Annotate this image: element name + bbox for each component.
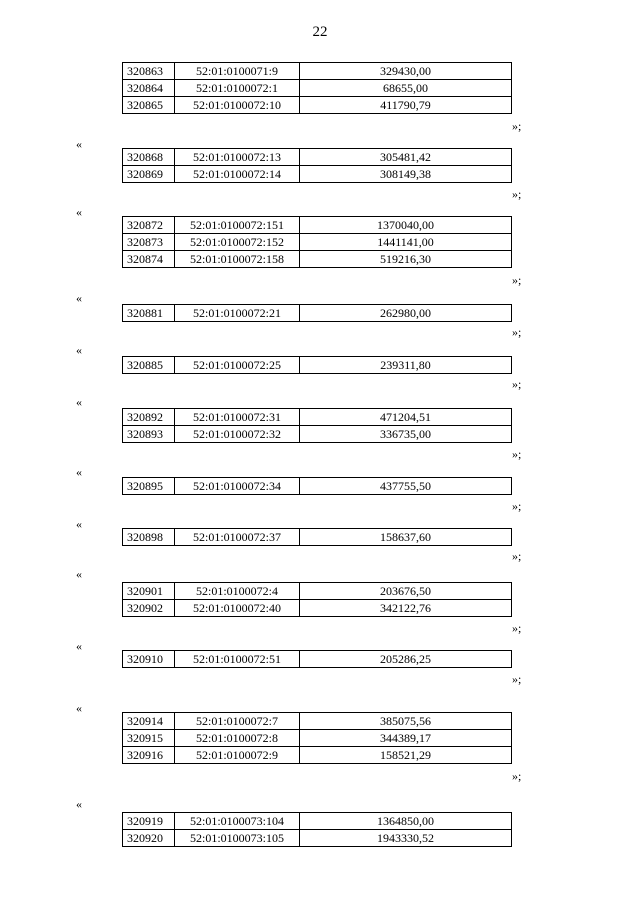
cadastral-number-cell: 52:01:0100072:9 bbox=[175, 747, 300, 764]
table-row bbox=[123, 97, 512, 114]
table-row bbox=[123, 149, 512, 166]
cadastral-number-cell: 52:01:0100073:104 bbox=[175, 813, 300, 830]
table-row bbox=[123, 651, 512, 668]
close-quote: »; bbox=[512, 672, 522, 686]
cadastral-number-cell: 52:01:0100072:7 bbox=[175, 713, 300, 730]
value-cell: 262980,00 bbox=[300, 305, 512, 322]
value-cell: 1364850,00 bbox=[300, 813, 512, 830]
row-number-cell: 320902 bbox=[123, 600, 175, 617]
row-number-cell: 320892 bbox=[123, 409, 175, 426]
cadastral-number-cell: 52:01:0100072:13 bbox=[175, 149, 300, 166]
open-quote: « bbox=[76, 701, 82, 715]
row-number-cell: 320910 bbox=[123, 651, 175, 668]
value-cell: 305481,42 bbox=[300, 149, 512, 166]
table-row bbox=[123, 305, 512, 322]
close-quote: »; bbox=[512, 769, 522, 783]
table-row bbox=[123, 63, 512, 80]
row-number-cell: 320881 bbox=[123, 305, 175, 322]
table-row bbox=[123, 713, 512, 730]
row-number-cell: 320893 bbox=[123, 426, 175, 443]
value-cell: 205286,25 bbox=[300, 651, 512, 668]
value-cell: 344389,17 bbox=[300, 730, 512, 747]
value-cell: 158637,60 bbox=[300, 529, 512, 546]
cadastral-number-cell: 52:01:0100072:34 bbox=[175, 478, 300, 495]
value-cell: 519216,30 bbox=[300, 251, 512, 268]
close-quote: »; bbox=[512, 377, 522, 391]
table-row bbox=[123, 529, 512, 546]
row-number-cell: 320916 bbox=[123, 747, 175, 764]
close-quote: »; bbox=[512, 549, 522, 563]
row-number-cell: 320863 bbox=[123, 63, 175, 80]
table-row bbox=[123, 217, 512, 234]
cadastral-number-cell: 52:01:0100072:1 bbox=[175, 80, 300, 97]
value-cell: 1943330,52 bbox=[300, 830, 512, 847]
cadastral-number-cell: 52:01:0100072:14 bbox=[175, 166, 300, 183]
close-quote: »; bbox=[512, 621, 522, 635]
parcel-table bbox=[122, 62, 512, 114]
close-quote: »; bbox=[512, 325, 522, 339]
cadastral-number-cell: 52:01:0100072:37 bbox=[175, 529, 300, 546]
table-row bbox=[123, 583, 512, 600]
open-quote: « bbox=[76, 465, 82, 479]
table-row bbox=[123, 747, 512, 764]
value-cell: 411790,79 bbox=[300, 97, 512, 114]
row-number-cell: 320898 bbox=[123, 529, 175, 546]
table-row bbox=[123, 80, 512, 97]
table-row bbox=[123, 234, 512, 251]
cadastral-number-cell: 52:01:0100072:21 bbox=[175, 305, 300, 322]
row-number-cell: 320915 bbox=[123, 730, 175, 747]
cadastral-number-cell: 52:01:0100072:151 bbox=[175, 217, 300, 234]
value-cell: 1370040,00 bbox=[300, 217, 512, 234]
close-quote: »; bbox=[512, 119, 522, 133]
table-row bbox=[123, 730, 512, 747]
open-quote: « bbox=[76, 343, 82, 357]
cadastral-number-cell: 52:01:0100072:51 bbox=[175, 651, 300, 668]
close-quote: »; bbox=[512, 187, 522, 201]
table-row bbox=[123, 166, 512, 183]
row-number-cell: 320869 bbox=[123, 166, 175, 183]
row-number-cell: 320872 bbox=[123, 217, 175, 234]
row-number-cell: 320865 bbox=[123, 97, 175, 114]
row-number-cell: 320895 bbox=[123, 478, 175, 495]
row-number-cell: 320885 bbox=[123, 357, 175, 374]
cadastral-number-cell: 52:01:0100072:152 bbox=[175, 234, 300, 251]
open-quote: « bbox=[76, 291, 82, 305]
value-cell: 437755,50 bbox=[300, 478, 512, 495]
value-cell: 203676,50 bbox=[300, 583, 512, 600]
close-quote: »; bbox=[512, 447, 522, 461]
open-quote: « bbox=[76, 639, 82, 653]
table-row bbox=[123, 409, 512, 426]
value-cell: 308149,38 bbox=[300, 166, 512, 183]
cadastral-number-cell: 52:01:0100072:10 bbox=[175, 97, 300, 114]
table-row bbox=[123, 600, 512, 617]
row-number-cell: 320914 bbox=[123, 713, 175, 730]
table-row bbox=[123, 813, 512, 830]
row-number-cell: 320901 bbox=[123, 583, 175, 600]
parcel-table bbox=[122, 216, 512, 268]
cadastral-number-cell: 52:01:0100072:4 bbox=[175, 583, 300, 600]
open-quote: « bbox=[76, 517, 82, 531]
open-quote: « bbox=[76, 137, 82, 151]
row-number-cell: 320920 bbox=[123, 830, 175, 847]
table-row bbox=[123, 478, 512, 495]
value-cell: 329430,00 bbox=[300, 63, 512, 80]
open-quote: « bbox=[76, 205, 82, 219]
parcel-table bbox=[122, 812, 512, 847]
cadastral-number-cell: 52:01:0100072:158 bbox=[175, 251, 300, 268]
row-number-cell: 320873 bbox=[123, 234, 175, 251]
value-cell: 385075,56 bbox=[300, 713, 512, 730]
cadastral-number-cell: 52:01:0100072:32 bbox=[175, 426, 300, 443]
parcel-table bbox=[122, 408, 512, 443]
cadastral-number-cell: 52:01:0100073:105 bbox=[175, 830, 300, 847]
cadastral-number-cell: 52:01:0100072:25 bbox=[175, 357, 300, 374]
open-quote: « bbox=[76, 395, 82, 409]
parcel-table bbox=[122, 650, 512, 668]
value-cell: 342122,76 bbox=[300, 600, 512, 617]
value-cell: 239311,80 bbox=[300, 357, 512, 374]
value-cell: 68655,00 bbox=[300, 80, 512, 97]
value-cell: 336735,00 bbox=[300, 426, 512, 443]
row-number-cell: 320919 bbox=[123, 813, 175, 830]
open-quote: « bbox=[76, 797, 82, 811]
parcel-table bbox=[122, 148, 512, 183]
value-cell: 1441141,00 bbox=[300, 234, 512, 251]
parcel-table bbox=[122, 477, 512, 495]
row-number-cell: 320864 bbox=[123, 80, 175, 97]
cadastral-number-cell: 52:01:0100072:8 bbox=[175, 730, 300, 747]
value-cell: 158521,29 bbox=[300, 747, 512, 764]
parcel-table bbox=[122, 582, 512, 617]
table-row bbox=[123, 830, 512, 847]
row-number-cell: 320868 bbox=[123, 149, 175, 166]
table-row bbox=[123, 426, 512, 443]
close-quote: »; bbox=[512, 273, 522, 287]
table-row bbox=[123, 357, 512, 374]
cadastral-number-cell: 52:01:0100071:9 bbox=[175, 63, 300, 80]
row-number-cell: 320874 bbox=[123, 251, 175, 268]
parcel-table bbox=[122, 356, 512, 374]
parcel-table bbox=[122, 528, 512, 546]
table-row bbox=[123, 251, 512, 268]
close-quote: »; bbox=[512, 499, 522, 513]
open-quote: « bbox=[76, 567, 82, 581]
parcel-table bbox=[122, 712, 512, 764]
cadastral-number-cell: 52:01:0100072:40 bbox=[175, 600, 300, 617]
value-cell: 471204,51 bbox=[300, 409, 512, 426]
parcel-table bbox=[122, 304, 512, 322]
page-number: 22 bbox=[312, 24, 328, 40]
cadastral-number-cell: 52:01:0100072:31 bbox=[175, 409, 300, 426]
